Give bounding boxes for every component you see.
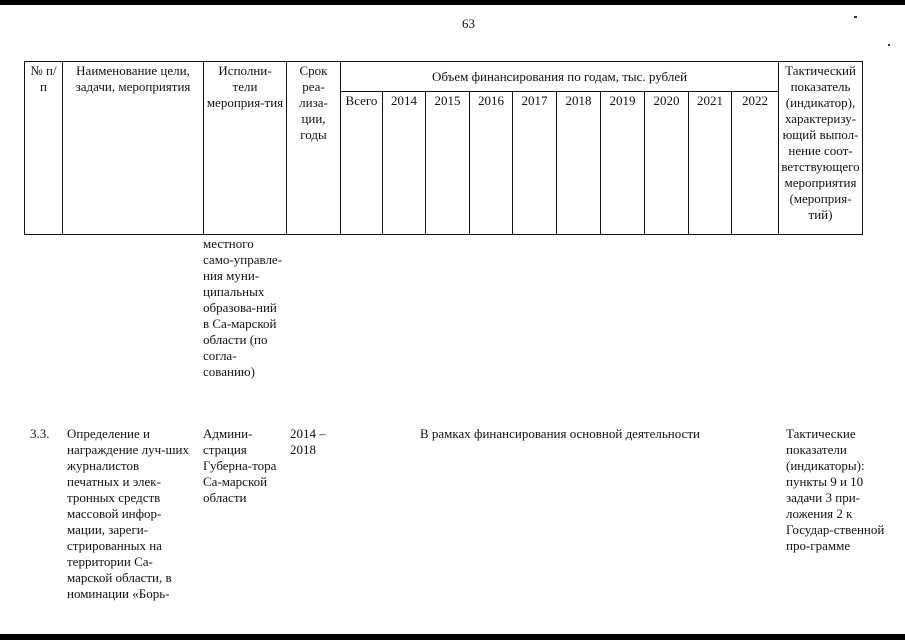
row-3-3-name: Определение и награждение луч-ших журналистов печатных и элек-тронных средств массовой инфор-мации, зареги-стрированных на территории Са-марской области, в номинации «Борь- [67, 426, 189, 601]
row-3-3-executor: Админи-страция Губерна-тора Са-марской области [203, 426, 277, 505]
scan-edge-bottom [0, 634, 905, 640]
header-name: Наименование цели, задачи, мероприятия [63, 62, 204, 235]
header-year-2014: 2014 [383, 92, 426, 235]
header-year-2019: 2019 [601, 92, 645, 235]
page-number: 63 [462, 16, 475, 31]
header-year-2020: 2020 [645, 92, 689, 235]
header-year-2015: 2015 [426, 92, 470, 235]
header-num: № п/п [25, 62, 63, 235]
header-year-2016: 2016 [470, 92, 513, 235]
executor-continuation: местного само-управле-ния муни-ципальных образова-ний в Са-марской области (по согла-сованию) [203, 236, 283, 379]
row-3-3-funding: В рамках финансирования основной деятельности [419, 426, 700, 441]
scan-speck [854, 16, 857, 18]
row-3-3-term: 2014 – 2018 [290, 426, 326, 457]
row-3-3-number: 3.3. [30, 426, 50, 441]
scan-speck [888, 44, 890, 46]
header-indicator: Тактический показатель (индикатор), характеризу-ющий выпол-нение соот-ветствующего мероприятия (мероприя-тий) [779, 62, 863, 235]
header-year-2018: 2018 [557, 92, 601, 235]
header-total: Всего [341, 92, 383, 235]
header-term: Срок реа-лиза-ции, годы [287, 62, 341, 235]
row-3-3-indicator: Тактические показатели (индикаторы): пункты 9 и 10 задачи 3 при-ложения 2 к Государ-ственной про-грамме [786, 426, 885, 553]
program-table-header [24, 61, 863, 235]
scan-edge-top [0, 0, 905, 5]
header-funding: Объем финансирования по годам, тыс. рублей [341, 62, 779, 92]
header-year-2021: 2021 [689, 92, 732, 235]
header-year-2017: 2017 [513, 92, 557, 235]
header-executors: Исполни-тели мероприя-тия [204, 62, 287, 235]
header-year-2022: 2022 [732, 92, 779, 235]
